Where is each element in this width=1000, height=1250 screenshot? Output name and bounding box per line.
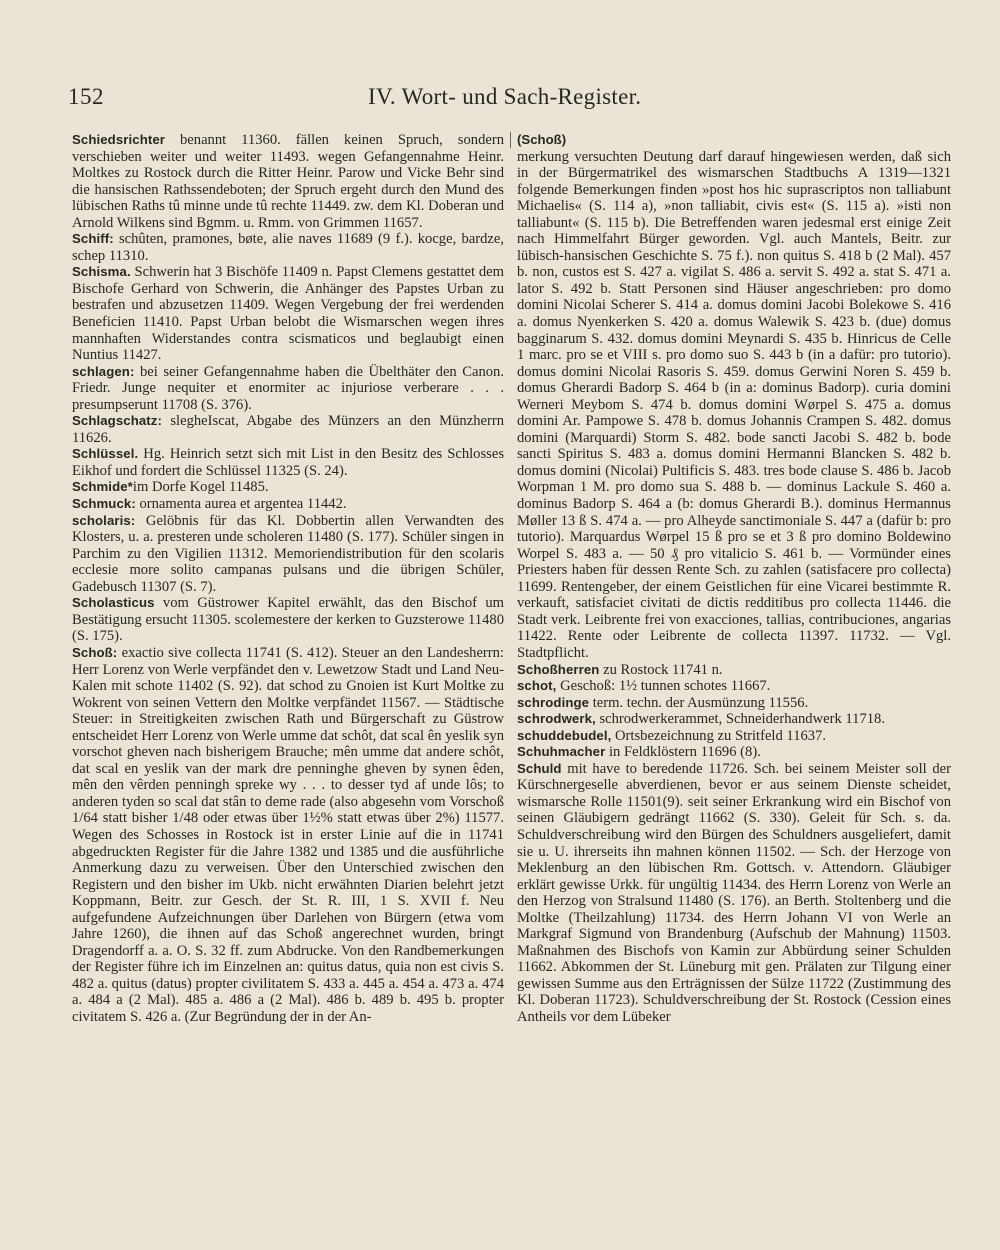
entry-text: bei seiner Gefangennahme haben die Übelthäter den Canon. Friedr. Junge nequiter et enormiter ac injuriose verberare . . . presumpserunt 11708 (S. 376).: [72, 363, 504, 413]
register-entry: [517, 711, 951, 728]
register-entry: [72, 645, 504, 1026]
entry-headword: schrodwerk,: [517, 711, 596, 727]
entry-text: Ortsbezeichnung zu Stritfeld 11637.: [611, 727, 827, 744]
right-column: [517, 132, 951, 1026]
entry-headword: Schuld: [517, 760, 562, 776]
entry-headword: Scholasticus: [72, 595, 155, 611]
running-title: IV. Wort- und Sach-Register.: [368, 84, 642, 109]
entry-headword: schot,: [517, 678, 557, 694]
continuation-text: merkung versuchten Deutung darf darauf hingewiesen werden, daß sich in der Bürgermatrikel des wismarschen Stadtbuchs A 1319—1321 folgende Bemerkungen finden »post hos hic suprascriptos non talliabunt Michaelis« (S. 114 a), »non talliabit, civis est« (S. 115 a). »isti non talliabunt« (S. 115 b). Die Betreffenden waren jedesmal erst einige Zeit nach Himmelfahrt Bürger geworden. Vgl. auch Mantels, Beitr. zur lübisch-hansischen Geschichte S. 75 f.). non quitus S. 418 b (2 Mal). 457 b. non, custos est S. 427 a. vigilat S. 486 a. servit S. 492 a. stat S. 471 a. lator S. 492 b. Statt Personen sind Häuser angeschrieben: pro domo domini Nicolai Scherer S. 414 a. domus domini Jacobi Bolekowe S. 416 a. domus Nyenkerken S. 420 a. domus Walewik S. 423 b. (due) domus bagginarum S. 432. domus domini Meynardi S. 435 b. Hinricus de Celle 1 marc. pro se et VIII s. pro domo suo S. 443 b (in a dafür: pro tutorio). domus domini Nicolai Rasoris S. 459. domus Gerwini Noren S. 459 b. domus Gherardi Badorp S. 464 b (in a: dominus Badorp). curia domini Werneri Meybom S. 474 b. domus domini Wørpel S. 475 a. domus domini Ar. Pampowe S. 478 b. domus Johannis Crampen S. 482. domus domini (Marquardi) Storm S. 482. bode sancti Jacobi S. 482 b. bode sancti Spiritus S. 483 a. domus domini Hermanni Blancken S. 482 b. domus domini (Nicolai) Pultificis S. 483. tres bode clause S. 486 b. Jacob Worpman 1 M. pro domo sua S. 488 b. — dominus Lackule S. 460 a. dominus Badorp S. 464 a (b: domus Gherardi B.). dominus Hermannus Møller 13 ß S. 474 a. — pro Alheyde sanctimoniale S. 447 a (dafür b: pro tutorio). Marquardus Wørpel 15 ß pro se et 3 ß pro domino Boldewino Worpel S. 483 a. — 50 ₰ pro vitalicio S. 461 b. — Vormünder eines Priesters haben für dessen Rente Sch. zu zahlen (satisfacere pro collecta) 11699. Rentengeber, der einem Geistlichen für eine Vicarei bestimmte R. verkauft, satisfaciet civitati de dictis redditibus pro collecta 11446. die Stadt verk. Leibrente frei von exacciones, tallias, contribuciones, angarias 11422. Rente oder Leibrente de collecta 11397. 11732. — Vgl. Stadtpflicht.: [517, 148, 951, 661]
entry-text: mit have to beredende 11726. Sch. bei seinem Meister soll der Kürschnergeselle abverdienen, bevor er aus seinem Dienste scheidet, wismarsche Rolle 11501(9). seit seiner Erkrankung wird ein Bischof von seinen Gläubigern gedrängt 11662 (S. 330). Geleit für Sch. s. da. Schuldverschreibung wird den Bürgen des Schuldners ausgeliefert, damit sie u. U. ihrerseits ihn mahnen können 11502. — Sch. der Herzoge von Meklenburg an den lübischen Rm. Gottsch. v. Attendorn. Gläubiger erklärt gewisse Urkk. für ungültig 11434. des Herrn Lorenz von Werle an den Herzog von Stralsund 11480 (S. 176). an Berth. Stoltenberg und die Moltke (Theilzahlung) 11734. des Herrn Johann VI von Werle an Markgraf Sigmund von Brandenburg (Aufschub der Mahnung) 11503. Maßnahmen des Bischofs von Kamin zur Abbürdung seiner Schulden 11662. Abkommen der St. Lüneburg mit gen. Prälaten zur Tilgung einer gewissen Summe aus den Erträgnissen der Sülze 11722 (Zustimmung des Kl. Doberan 11723). Schuldverschreibung der St. Rostock (Cession eines Antheils vor dem Lübeker: [517, 760, 951, 1025]
entry-text: term. techn. der Ausmünzung 11556.: [589, 694, 809, 711]
entry-text: benannt 11360. fällen keinen Spruch, sondern verschieben weiter und weiter 11493. wegen Gefangennahme Heinr. Moltkes zu Rostock durch die Ritter Heinr. Parow und Vicke Behr sind die hansischen Rathssendeboten; der Spruch ergeht durch den Mund des lübischen Raths tû minne unde tû rechte 11449. zw. dem Kl. Doberan und Arnold Wilkens sind Bgmm. u. Rmm. von Grimmen 11657.: [72, 132, 504, 231]
register-entry: [517, 695, 951, 712]
entry-headword: Schisma.: [72, 264, 131, 280]
entry-text: exactio sive collecta 11741 (S. 412). Steuer an den Landesherrn: Herr Lorenz von Werle verpfändet den v. Lewetzow Stadt und Land Neu-Kalen mit schote 11402 (S. 92). dat schod zu Gnoien ist Kurt Moltke zu Wokrent von seinen Vettern den Moltke verpfändet 11567. — Städtische Steuer: in Streitigkeiten zwischen Rath und Bürgerschaft zu Güstrow entscheidet Herr Lorenz von Werle umme dat schôt, dat scal ên yeslik syn vorschot gheven nach bisherigem Brauche; mên umme dat andere schôt, dat scal en yeslik van der mark dre penninghe gheven by synen êden, mên den vêrden penningh spreke wy . . . to desser tyd af unde lôs; to anderen tyden so scal dat stân to deme rade (also abgesehn vom Vorschoß 1/64 statt bisher 1/48 oder etwas über 1½% statt etwas über 2%) 11577. Wegen des Schosses in Rostock ist in erster Linie auf die in 11741 abgedruckten Register für die Jahre 1382 und 1385 und die ausführliche Anmerkung dazu zu verweisen. Über den Unterschied zwischen den Registern und den bisher im Ukb. nicht erwähnten Diarien belehrt jetzt Koppmann, Beitr. zur Gesch. der St. R. III, 1 S. XVII f. Neu aufgefundene Aufzeichnungen über Darlehen von Bürgern (etwa vom Jahre 1260), die ihnen auf das Schoß angerechnet wurden, bringt Dragendorff a. a. O. S. 32 ff. zum Abdrucke. Von den Randbemerkungen der Register führe ich im Einzelnen an: quitus datus, quia non est civis S. 482 a. quitus (datus) propter civilitatem S. 433 a. 445 a. 454 a. 473 a. 474 a. 484 a (2 Mal). 485 a. 486 a (2 Mal). 486 b. 489 b. 495 b. propter civitatem S. 426 a. (Zur Begründung der in der An-: [72, 644, 504, 1025]
register-entry: [72, 496, 504, 513]
register-entry: [72, 595, 504, 645]
register-entry: [517, 761, 951, 1026]
register-entry: [517, 678, 951, 695]
entry-text: Hg. Heinrich setzt sich mit List in den Besitz des Schlosses Eikhof und fordert die Schlüssel 11325 (S. 24).: [72, 446, 504, 479]
register-entry: [72, 132, 504, 231]
entry-text: in Feldklöstern 11696 (8).: [605, 744, 761, 761]
column-divider: [510, 132, 511, 148]
register-entry: [517, 728, 951, 745]
page-number: 152: [68, 84, 104, 109]
entry-text: Gelöbnis für das Kl. Dobbertin allen Verwandten des Klosters, u. a. presteren unde scholeren 11480 (S. 177). Schüler singen in Parchim zu den Vigilien 11312. Memoriendistribution für den scolaris ecclesie more solito campanas pulsans und die übrigen Schüler, Gadebusch 11307 (S. 7).: [72, 512, 504, 595]
entry-headword: Schiedsrichter: [72, 132, 166, 147]
entry-text: zu Rostock 11741 n.: [599, 661, 723, 678]
entry-headword: schuddebudel,: [517, 727, 612, 743]
register-entry: [72, 446, 504, 479]
register-entry: [72, 264, 504, 363]
column-continuation-heading: (Schoß): [517, 132, 567, 147]
register-entry: [72, 364, 504, 414]
entry-headword: Schmide*: [72, 479, 133, 495]
entry-headword: Schoßherren: [517, 661, 600, 677]
entry-headword: Schuhmacher: [517, 744, 606, 760]
register-entry: [72, 413, 504, 446]
register-entry: [72, 513, 504, 596]
entry-text: ornamenta aurea et argentea 11442.: [135, 496, 347, 513]
entry-headword: Schlagschatz:: [72, 413, 162, 429]
register-entry: [517, 744, 951, 761]
register-entry: [72, 231, 504, 264]
entry-text: schûten, pramones, bøte, alie naves 11689 (9 f.). kocge, bardze, schep 11310.: [72, 231, 504, 264]
entry-headword: Schmuck:: [72, 496, 136, 512]
entry-headword: schlagen:: [72, 363, 135, 379]
entry-text: vom Güstrower Kapitel erwählt, das den Bischof um Bestätigung ersucht 11305. scolemestere der kerken to Guzsterowe 11480 (S. 175).: [72, 595, 504, 645]
entry-headword: Schlüssel.: [72, 446, 139, 462]
register-entry: [517, 662, 951, 679]
entry-text: schrodwerkerammet, Schneiderhandwerk 11718.: [595, 711, 886, 728]
entry-headword: Schiff:: [72, 231, 114, 247]
entry-text: slegheIscat, Abgabe des Münzers an den Münzherrn 11626.: [72, 413, 504, 446]
left-column: [72, 132, 504, 1026]
entry-headword: schrodinge: [517, 694, 590, 710]
entry-headword: Schoß:: [72, 644, 118, 660]
right-entries: [517, 662, 951, 1026]
entry-text: im Dorfe Kogel 11485.: [132, 479, 269, 496]
register-entry: [72, 479, 504, 496]
entry-headword: scholaris:: [72, 512, 136, 528]
entry-text: Schwerin hat 3 Bischöfe 11409 n. Papst Clemens gestattet dem Bischofe Gerhard von Schwerin, die Anhänger des Papstes Urban zu bestrafen und abzusetzen 11409. Wegen Vergebung der frei werdenden Beneficien 11410. Papst Urban belobt die Wismarschen wegen ihres mannhaften Widerstandes contra scismaticos und beglaubigt einen Nuntius 11427.: [72, 264, 504, 364]
entry-text: Geschoß: 1½ tunnen schotes 11667.: [556, 678, 771, 695]
page-header: [68, 84, 668, 120]
